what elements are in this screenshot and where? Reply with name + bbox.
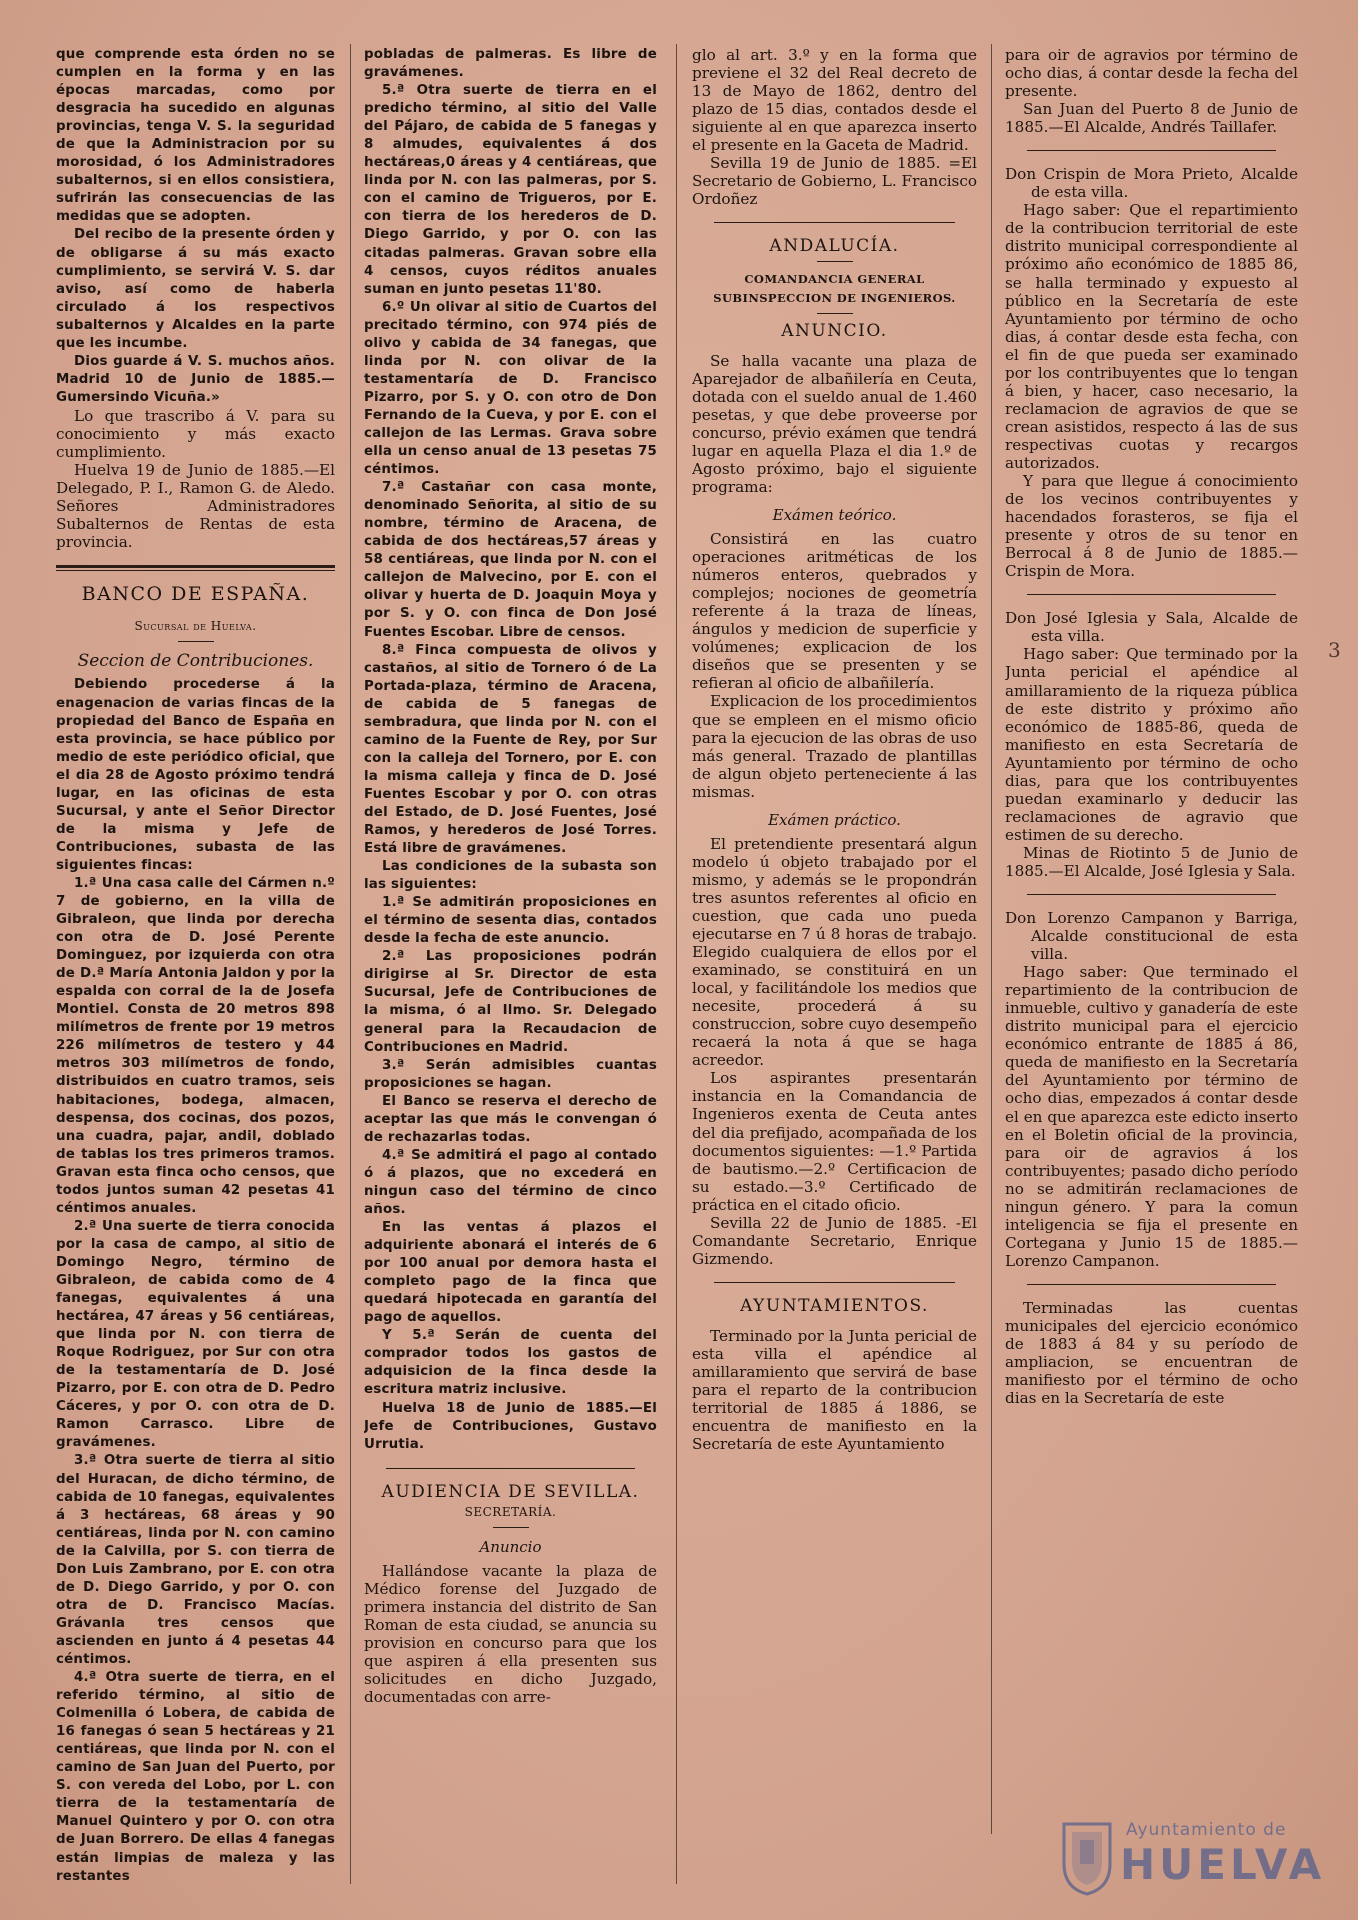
section-divider bbox=[56, 565, 335, 571]
section-heading: Anuncio bbox=[479, 1537, 542, 1556]
watermark-text: Ayuntamiento de bbox=[1126, 1820, 1287, 1840]
section-heading: ANUNCIO. bbox=[781, 320, 888, 341]
section-subtitle: Sucursal de Huelva. bbox=[134, 619, 257, 634]
signature: Sevilla 22 de Junio de 1885. -El Comandante Secretario, Enrique Gizmendo. bbox=[692, 1213, 977, 1268]
section-divider bbox=[1027, 150, 1276, 151]
signature: Sevilla 19 de Junio de 1885. =El Secretario de Gobierno, L. Francisco Ordoñez bbox=[692, 154, 977, 209]
paragraph: glo al art. 3.º y en la forma que previene el 32 del Real decreto de 13 de Mayo de 1862, dentro del plazo de 15 dias, contados desde el siguiente al en que aparezca inserto el presente en la Gaceta de Madrid. bbox=[692, 46, 977, 155]
paragraph: Hago saber: Que el repartimiento de la contribucion territorial de este distrito municipal correspondiente al próximo año económico de 1885 86, se halla terminado y expuesto al público en la Secretaría de este Ayuntamiento por término de ocho dias, á contar desde esta fecha, con el fin de que pueda ser examinado por los contribuyentes que lo tengan á bien, y hacer, caso necesario, la reclamacion de agravios de que se crean asistidos, respecto á las de sus respectivas cuotas y recargos autorizados. bbox=[1005, 201, 1298, 472]
paragraph: 5.ª Otra suerte de tierra en el predicho término, al sitio del Valle del Pájaro, de cabida de 5 fanegas y 8 almudes, equivalentes á dos hectáreas,0 áreas y 4 centiáreas, que linda por N. con las palmeras, por S. con el camino de Trigueros, por E. con tierra de los herederos de D. Diego Garrido, y por O. con las citadas palmeras. Gravan sobre ella 4 censos, cuyos réditos anuales suman en junto pesetas 11'80. bbox=[364, 83, 657, 297]
paragraph: Dios guarde á V. S. muchos años. Madrid 10 de Junio de 1885.—Gumersindo Vicuña.» bbox=[56, 353, 335, 405]
paragraph: Del recibo de la presente órden y de obligarse á su más exacto cumplimiento, se servirá V. S. dar aviso, así como de haberla circulado á los respectivos subalternos y Alcaldes en la parte que les incumbe. bbox=[56, 227, 335, 351]
paragraph: que comprende esta órden no se cumplen en la forma y en las épocas marcadas, como por desgracia ha sucedido en algunas provincias, tenga V. S. la seguridad de que la Administracion por su morosidad, ó los Administradores subalternos, si en ellos consistiera, sufrirán las consecuencias de las medidas que se adopten. bbox=[56, 47, 335, 225]
watermark-logo bbox=[1058, 1818, 1326, 1898]
column-divider bbox=[676, 44, 677, 1884]
subheading: Exámen teórico. bbox=[772, 505, 897, 524]
paragraph: Hago saber: Que terminado el repartimiento de la contribucion de inmueble, cultivo y ganadería de este distrito municipal para el ejercicio económico entrante de 1885 á 86, queda de manifiesto en la Secretaría del Ayuntamiento por término de ocho dias, empezados á contar desde el en que aparezca este edicto inserto en el Boletin oficial de la provincia, para oir de agravios á los contribuyentes; pasado dicho período no se admitirán reclamaciones de ningun género. Y para la comun inteligencia se fija el presente en Cortegana y Junio 15 de 1885.—Lorenzo Campanon. bbox=[1005, 963, 1298, 1270]
paragraph: Las condiciones de la subasta son las siguientes: bbox=[364, 859, 657, 893]
short-rule bbox=[817, 261, 853, 262]
section-subtitle: COMANDANCIA GENERAL SUBINSPECCION DE INGENIEROS. bbox=[713, 272, 956, 305]
column-1 bbox=[56, 46, 335, 1886]
paragraph: 7.ª Castañar con casa monte, denominado Señorita, al sitio de su nombre, término de Aracena, de cabida de dos hectáreas,57 áreas y 58 centiáreas, que linda por N. con el callejon de Malvecino, por E. con el olivar y huerta de D. Joaquin Moya y por S. y O. con finca de Don José Fuentes Escobar. Libre de censos. bbox=[364, 480, 657, 640]
watermark-text: HUELVA bbox=[1120, 1840, 1326, 1889]
section-subtitle: SECRETARÍA. bbox=[464, 1504, 557, 1519]
paragraph: Hallándose vacante la plaza de Médico forense del Juzgado de primera instancia del distrito de San Roman de esta ciudad, se anuncia su provision en concurso para que los que aspiren á ella presenten sus solicitudes en dicho Juzgado, documentadas con arre- bbox=[364, 1561, 657, 1707]
paragraph: 3.ª Otra suerte de tierra al sitio del Huracan, de dicho término, de cabida de 10 fanegas, equivalentes á 3 hectáreas, 68 áreas y 90 centiáreas, linda por N. con camino de la Calvilla, por S. con tierra de Don Luis Zambrano, por E. con otra de D. Diego Garrido, y por O. con otra de D. Francisco Macías. Grávanla tres censos que ascienden en junto á 4 pesetas 44 céntimos. bbox=[56, 1453, 335, 1667]
paragraph: Terminadas las cuentas municipales del ejercicio económico de 1883 á 84 y su período de ampliacion, se encuentran de manifiesto por el término de ocho dias en la Secretaría de este bbox=[1005, 1298, 1298, 1408]
paragraph: 2.ª Una suerte de tierra conocida por la casa de campo, al sitio de Domingo Negro, término de Gibraleon, de cabida como de 4 fanegas, equivalentes á una hectárea, 47 áreas y 56 centiáreas, que linda por N. con tierra de Roque Rodriguez, por Sur con otra de la testamentaría de D. José Pizarro, por E. con otra de D. Pedro Cáceres, y por O. con otra de D. Ramon Carrasco. Libre de gravámenes. bbox=[56, 1218, 335, 1451]
paragraph: 2.ª Las proposiciones podrán dirigirse al Sr. Director de esta Sucursal, Jefe de Contribuciones de la misma, ó al Ilmo. Sr. Delegado general para la Recaudacion de Contribuciones en Madrid. bbox=[364, 949, 657, 1055]
column-2 bbox=[364, 46, 657, 1706]
edict-header: Don José Iglesia y Sala, Alcalde de esta villa. bbox=[1005, 609, 1298, 646]
paragraph: 1.ª Se admitirán proposiciones en el término de sesenta dias, contados desde la fecha de este anuncio. bbox=[364, 895, 657, 947]
column-4 bbox=[1005, 46, 1298, 1407]
paragraph: Huelva 19 de Junio de 1885.—El Delegado, P. I., Ramon G. de Aledo. Señores Administradores Subalternos de Rentas de esta provincia. bbox=[56, 461, 335, 552]
paragraph: Se halla vacante una plaza de Aparejador de albañilería en Ceuta, dotada con el sueldo anual de 1.460 pesetas, y que debe proveerse por concurso, prévio exámen que tendrá lugar en aquella Plaza el dia 1.º de Agosto próximo, bajo el siguiente programa: bbox=[692, 351, 977, 496]
column-divider bbox=[350, 44, 351, 1884]
paragraph: 1.ª Una casa calle del Cármen n.º 7 de gobierno, en la villa de Gibraleon, que linda por derecha con otra de D. José Perente Dominguez, por izquierda con otra de D.ª María Antonia Jaldon y por la espalda con corral de la de Josefa Montiel. Consta de 20 metros 898 milímetros de frente por 19 metros 226 milímetros de testero y 44 metros 303 milímetros de fondo, distribuidos en cuatro tramos, seis habitaciones, bodega, almacen, despensa, dos cocinas, dos pozos, una cuadra, pajar, andil, doblado de tablas los tres primeros tramos. Gravan esta finca ocho censos, que todos juntos suman 42 pesetas 41 céntimos anuales. bbox=[56, 875, 335, 1216]
paragraph: El Banco se reserva el derecho de aceptar las que más le convengan ó de rechazarlas todas. bbox=[364, 1093, 657, 1145]
coat-of-arms-icon bbox=[1058, 1818, 1116, 1896]
paragraph: Hago saber: Que terminado por la Junta pericial el apéndice al amillaramiento de la riqueza pública de este distrito y próximo año económico de 1885-86, queda de manifiesto en esta Secretaría de Ayuntamiento por término de ocho dias, para que los contribuyentes puedan examinarlo y deducir las reclamaciones de agravio que estimen de su derecho. bbox=[1005, 645, 1298, 844]
edict-header: Don Crispin de Mora Prieto, Alcalde de esta villa. bbox=[1005, 165, 1298, 202]
section-title: AUDIENCIA DE SEVILLA. bbox=[381, 1481, 640, 1502]
subheading: Exámen práctico. bbox=[768, 810, 901, 829]
paragraph: 6.º Un olivar al sitio de Cuartos del precitado término, con 974 piés de olivo y cabida de 34 fanegas, que linda por N. con olivar de la testamentaría de D. Francisco Pizarro, por S. y O. con otro de Don Fernando de la Cueva, y por E. con el callejon de las Lermas. Grava sobre ella un censo anual de 13 pesetas 75 céntimos. bbox=[364, 299, 657, 478]
paragraph: Consistirá en las cuatro operaciones aritméticas de los números enteros, quebrados y complejos; nociones de geometría referente á la traza de líneas, ángulos y medicion de superficie y volúmenes; explicacion de los diseños que se presenten y se refieran al oficio de albañilería. bbox=[692, 530, 977, 693]
paragraph: Debiendo procederse á la enagenacion de varias fincas de la propiedad del Banco de España en esta provincia, se hace público por medio de este periódico oficial, que el dia 28 de Agosto próximo tendrá lugar, en las oficinas de esta Sucursal, y ante el Señor Director de la misma y Jefe de Contribuciones, subasta de las siguientes fincas: bbox=[56, 677, 335, 873]
paragraph: El pretendiente presentará algun modelo ú objeto trabajado por el mismo, y además se le propondrán tres asuntos referentes al oficio en cuestion, que cada uno pueda ejecutarse en 7 ú 8 horas de trabajo. Elegido cualquiera de ellos por el examinado, se constituirá en un local, y facilitándole los medios que necesite, procederá á su construccion, sobre cuyo desempeño recaerá la nota á que se haga acreedor. bbox=[692, 834, 977, 1070]
paragraph: para oir de agravios por término de ocho dias, á contar desde la fecha del presente. bbox=[1005, 46, 1298, 101]
section-divider bbox=[1027, 894, 1276, 895]
paragraph: Y para que llegue á conocimiento de los vecinos contribuyentes y hacendados forasteros, se fija el presente y otros de su tenor en Berrocal á 8 de Junio de 1885.—Crispin de Mora. bbox=[1005, 472, 1298, 581]
paragraph: Los aspirantes presentarán instancia en la Comandancia de Ingenieros exenta de Ceuta antes del dia prefijado, acompañada de los documentos siguientes: —1.º Partida de bautismo.—2.º Certificacion de su estado.—3.º Certificado de práctica en el citado oficio. bbox=[692, 1069, 977, 1214]
paragraph: 4.ª Se admitirá el pago al contado ó á plazos, que no excederá en ningun caso del término de cinco años. bbox=[364, 1147, 657, 1217]
section-divider bbox=[386, 1468, 635, 1469]
paragraph: 4.ª Otra suerte de tierra, en el referido término, al sitio de Colmenilla ó Lobera, de cabida de 16 fanegas ó sean 5 hectáreas y 21 centiáreas, que linda por N. con el camino de San Juan del Puerto, por S. con vereda del Lobo, por L. con tierra de la testamentaría de Manuel Quintero y por O. con otra de Juan Borrero. De ellas 4 fanegas están limpias de maleza y las restantes bbox=[56, 1670, 335, 1884]
short-rule bbox=[493, 1527, 529, 1528]
paragraph: Explicacion de los procedimientos que se empleen en el mismo oficio para la ejecucion de las obras de uso más general. Trazado de plantillas de algun objeto perteneciente á las mismas. bbox=[692, 692, 977, 801]
paragraph: pobladas de palmeras. Es libre de gravámenes. bbox=[364, 47, 657, 81]
paragraph: 8.ª Finca compuesta de olivos y castaños, al sitio de Tornero ó de La Portada-plaza, término de Aracena, de cabida de 5 fanegas de sembradura, que linda por N. con el camino de la Fuente de Rey, por Sur con la calleja del Tornero, por E. con la misma calleja y finca de D. José Fuentes Escobar y por O. con otras del Estado, de D. José Fuentes, José Ramos, y herederos de José Torres. Está libre de gravámenes. bbox=[364, 642, 657, 857]
paragraph: Huelva 18 de Junio de 1885.—El Jefe de Contribuciones, Gustavo Urrutia. bbox=[364, 1400, 657, 1452]
paragraph: En las ventas á plazos el adquiriente abonará el interés de 6 por 100 anual por demora hasta el completo pago de la finca que quedará hipotecada en garantía del pago de aquellos. bbox=[364, 1220, 657, 1326]
section-title: BANCO DE ESPAÑA. bbox=[81, 583, 310, 606]
column-3 bbox=[692, 46, 977, 1453]
section-divider bbox=[1027, 1284, 1276, 1285]
short-rule bbox=[178, 641, 214, 642]
section-divider bbox=[1027, 594, 1276, 595]
section-divider bbox=[714, 222, 955, 223]
edict-header: Don Lorenzo Campanon y Barriga, Alcalde constitucional de esta villa. bbox=[1005, 909, 1298, 964]
signature: Minas de Riotinto 5 de Junio de 1885.—El Alcalde, José Iglesia y Sala. bbox=[1005, 843, 1298, 880]
column-divider bbox=[991, 44, 992, 1834]
paragraph: Lo que trascribo á V. para su conocimiento y más exacto cumplimiento. bbox=[56, 406, 335, 462]
paragraph: Terminado por la Junta pericial de esta villa el apéndice al amillaramiento que servirá de base para el reparto de la contribucion territorial de 1885 á 1886, se encuentra de manifiesto en la Secretaría de este Ayuntamiento bbox=[692, 1326, 977, 1454]
short-rule bbox=[817, 313, 853, 314]
paragraph: 3.ª Serán admisibles cuantas proposiciones se hagan. bbox=[364, 1057, 657, 1091]
margin-mark: 3 bbox=[1328, 638, 1341, 662]
section-divider bbox=[714, 1282, 955, 1283]
paragraph: Y 5.ª Serán de cuenta del comprador todos los gastos de adquisicion de la finca desde la escritura matriz inclusive. bbox=[364, 1328, 657, 1398]
section-title: ANDALUCÍA. bbox=[769, 236, 900, 257]
section-title: AYUNTAMIENTOS. bbox=[740, 1295, 929, 1316]
signature: San Juan del Puerto 8 de Junio de 1885.—El Alcalde, Andrés Taillafer. bbox=[1005, 100, 1298, 137]
section-heading: Seccion de Contribuciones. bbox=[77, 651, 314, 672]
